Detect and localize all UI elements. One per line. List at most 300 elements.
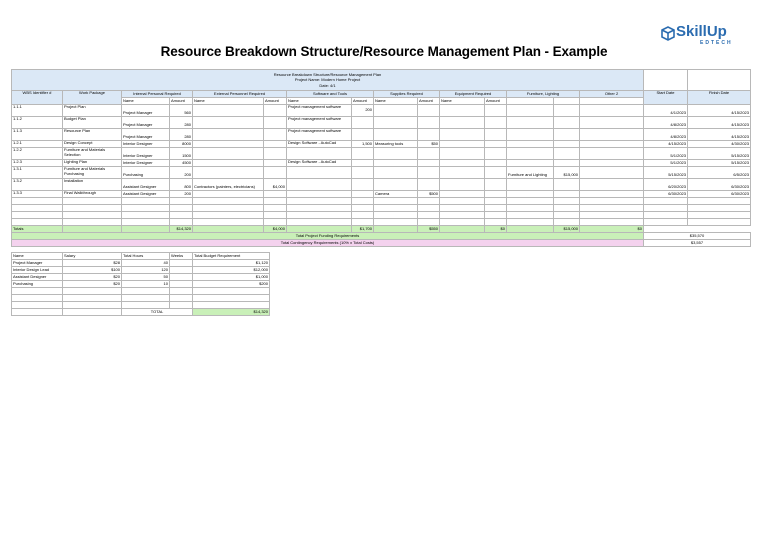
finish-date-cell: 6/30/2023 — [688, 179, 751, 191]
equipment-name-cell — [440, 179, 485, 191]
empty-cell — [352, 198, 374, 205]
external-name-cell: Contractors (painters, electricians) — [193, 179, 264, 191]
resource-table — [11, 69, 751, 247]
work-package-cell: Furniture and Materials Selection — [63, 148, 122, 160]
start-date-cell: 5/15/2023 — [644, 167, 688, 179]
salary-total-value: $14,320 — [193, 309, 270, 316]
salary-budget: $200 — [193, 281, 270, 288]
external-amount-cell — [264, 105, 287, 117]
totals-cell — [63, 226, 122, 233]
equipment-amount-cell — [485, 117, 507, 129]
salary-weeks — [170, 260, 193, 267]
equipment-amount-cell — [485, 167, 507, 179]
empty-cell — [440, 219, 485, 226]
empty-cell — [374, 219, 418, 226]
header-work-package: Work Package — [63, 91, 122, 105]
internal-name-cell: Interior Designer — [122, 160, 170, 167]
page-title: Resource Breakdown Structure/Resource Management Plan - Example — [160, 44, 608, 59]
empty-cell — [485, 205, 507, 212]
empty-cell — [440, 198, 485, 205]
empty-cell — [193, 205, 264, 212]
empty-cell — [122, 295, 170, 302]
empty-cell — [507, 212, 554, 219]
salary-name: Assistant Designer — [12, 274, 63, 281]
other-cell — [580, 191, 644, 198]
salary-hours: 120 — [122, 267, 170, 274]
software-name-cell: Project management software — [287, 105, 352, 117]
empty-cell — [418, 205, 440, 212]
furniture-amount-cell — [554, 191, 580, 198]
salary-hours: 50 — [122, 274, 170, 281]
brand-subtitle: EDTECH — [700, 40, 733, 46]
internal-name-cell: Interior Designer — [122, 141, 170, 148]
table-row — [12, 191, 751, 198]
salary-weeks — [170, 267, 193, 274]
salary-weeks — [170, 281, 193, 288]
external-name-cell — [193, 160, 264, 167]
empty-cell — [440, 205, 485, 212]
empty-cell — [122, 198, 170, 205]
salary-budget: $12,000 — [193, 267, 270, 274]
equipment-amount-cell — [485, 160, 507, 167]
empty-cell — [170, 295, 193, 302]
work-package-cell: Final Walkthrough — [63, 191, 122, 198]
start-date-cell: 6/20/2023 — [644, 179, 688, 191]
empty-cell — [374, 205, 418, 212]
software-name-cell — [287, 191, 352, 198]
supplies-name-cell — [374, 167, 418, 179]
empty-cell — [63, 219, 122, 226]
empty-cell — [644, 212, 688, 219]
supplies-name-cell: Measuring tools — [374, 141, 418, 148]
internal-amount-cell: 4500 — [170, 160, 193, 167]
totals-external: $4,000 — [264, 226, 287, 233]
table-row — [12, 167, 751, 179]
furniture-amount-cell — [554, 105, 580, 117]
furniture-name-cell — [507, 179, 554, 191]
salary-total-row — [12, 309, 270, 316]
totals-cell — [374, 226, 418, 233]
empty-cell — [485, 212, 507, 219]
external-name-cell — [193, 117, 264, 129]
supplies-amount-cell — [418, 117, 440, 129]
empty-cell — [63, 295, 122, 302]
empty-cell — [170, 212, 193, 219]
empty-cell — [352, 205, 374, 212]
equipment-name-cell — [440, 191, 485, 198]
table-row — [12, 129, 751, 141]
software-name-cell: Design Software - AutoCad — [287, 141, 352, 148]
start-date-cell: 4/8/2023 — [644, 129, 688, 141]
internal-amount-cell: 800 — [170, 179, 193, 191]
equipment-amount-cell — [485, 129, 507, 141]
finish-date-cell: 4/30/2023 — [688, 141, 751, 148]
external-amount-cell — [264, 117, 287, 129]
empty-cell — [554, 212, 580, 219]
external-name-cell — [193, 167, 264, 179]
furniture-amount-cell — [554, 160, 580, 167]
empty-cell — [63, 288, 122, 295]
contingency-row-label: Total Contingency Requirements (10% x Total Costs) — [12, 240, 644, 247]
other-cell — [580, 105, 644, 117]
internal-name-cell: Purchasing — [122, 167, 170, 179]
external-name-cell — [193, 148, 264, 160]
furniture-name-cell: Furniture and Lighting — [507, 167, 554, 179]
wbs-cell: 1.2.2 — [12, 148, 63, 160]
equipment-name-cell — [440, 129, 485, 141]
table-row — [12, 141, 751, 148]
empty-cell — [580, 198, 644, 205]
work-package-cell: Project Plan — [63, 105, 122, 117]
other-cell — [580, 117, 644, 129]
salary-row — [12, 274, 270, 281]
internal-name-cell: Project Manager — [122, 105, 170, 117]
supplies-name-cell — [374, 129, 418, 141]
header-supplies: Supplies Required — [374, 91, 440, 98]
finish-date-cell: 5/15/2023 — [688, 160, 751, 167]
table-row — [12, 117, 751, 129]
empty-cell — [688, 212, 751, 219]
start-date-cell: 5/1/2023 — [644, 160, 688, 167]
wbs-cell: 1.1.1 — [12, 105, 63, 117]
empty-cell — [12, 302, 63, 309]
work-package-cell: Installation — [63, 179, 122, 191]
subheader-name: Name — [440, 98, 485, 105]
external-amount-cell — [264, 129, 287, 141]
empty-cell — [418, 212, 440, 219]
subheader-name: Name — [374, 98, 418, 105]
internal-amount-cell: 1500 — [170, 148, 193, 160]
software-amount-cell: 1,500 — [352, 141, 374, 148]
header-wbs: WBS Identifier # — [12, 91, 63, 105]
salary-weeks — [170, 274, 193, 281]
empty-cell — [264, 205, 287, 212]
empty-cell — [374, 212, 418, 219]
salary-name: Project Manager — [12, 260, 63, 267]
other-cell — [580, 129, 644, 141]
internal-name-cell: Project Manager — [122, 117, 170, 129]
empty-cell — [193, 219, 264, 226]
salary-rate: $20 — [63, 274, 122, 281]
supplies-name-cell — [374, 105, 418, 117]
empty-cell — [63, 205, 122, 212]
empty-cell — [688, 219, 751, 226]
salary-rate: $20 — [63, 281, 122, 288]
other-cell — [580, 148, 644, 160]
software-name-cell — [287, 148, 352, 160]
subheader-name: Name — [193, 98, 264, 105]
software-amount-cell — [352, 117, 374, 129]
work-package-cell: Budget Plan — [63, 117, 122, 129]
banner — [12, 70, 644, 91]
salary-budget: $1,120 — [193, 260, 270, 267]
empty-cell — [12, 198, 63, 205]
internal-name-cell: Assistant Designer — [122, 179, 170, 191]
salary-table — [11, 252, 270, 316]
furniture-amount-cell — [554, 141, 580, 148]
supplies-name-cell — [374, 160, 418, 167]
empty-cell — [287, 212, 352, 219]
salary-hours: 10 — [122, 281, 170, 288]
empty-cell — [264, 212, 287, 219]
finish-date-cell: 4/15/2023 — [688, 105, 751, 117]
equipment-amount-cell — [485, 191, 507, 198]
supplies-amount-cell — [418, 129, 440, 141]
finish-date-cell: 6/5/2023 — [688, 167, 751, 179]
external-amount-cell — [264, 160, 287, 167]
internal-amount-cell: 280 — [170, 129, 193, 141]
supplies-amount-cell: $500 — [418, 191, 440, 198]
totals-label: Totals — [12, 226, 63, 233]
equipment-name-cell — [440, 105, 485, 117]
empty-row — [12, 212, 751, 219]
supplies-amount-cell — [418, 167, 440, 179]
empty-cell — [287, 198, 352, 205]
salary-header: Total Hours — [122, 253, 170, 260]
empty-cell — [12, 212, 63, 219]
banner-line-3: Date: 4/1 — [319, 82, 336, 88]
empty-cell — [644, 226, 688, 233]
salary-header: Name — [12, 253, 63, 260]
empty-cell — [193, 295, 270, 302]
subheader-name: Name — [287, 98, 352, 105]
software-amount-cell: 200 — [352, 105, 374, 117]
totals-internal: $14,320 — [170, 226, 193, 233]
furniture-amount-cell — [554, 148, 580, 160]
wbs-cell: 1.3.3 — [12, 191, 63, 198]
other-cell — [580, 141, 644, 148]
external-amount-cell — [264, 148, 287, 160]
wbs-cell: 1.3.2 — [12, 179, 63, 191]
software-name-cell: Project management software — [287, 117, 352, 129]
start-date-cell: 4/1/2023 — [644, 105, 688, 117]
empty-cell — [485, 198, 507, 205]
finish-date-cell: 5/15/2023 — [688, 148, 751, 160]
empty-cell — [122, 288, 170, 295]
salary-row — [12, 267, 270, 274]
finish-date-cell: 4/15/2023 — [688, 129, 751, 141]
subheader-amount: Amount — [352, 98, 374, 105]
salary-budget: $1,000 — [193, 274, 270, 281]
empty-cell — [688, 198, 751, 205]
other-cell — [580, 167, 644, 179]
subheader-name: Name — [122, 98, 170, 105]
furniture-amount-cell — [554, 179, 580, 191]
empty-cell — [12, 309, 63, 316]
empty-cell — [688, 226, 751, 233]
salary-header-row — [12, 253, 270, 260]
work-package-cell: Resource Plan — [63, 129, 122, 141]
equipment-amount-cell — [485, 179, 507, 191]
empty-cell — [352, 219, 374, 226]
empty-cell — [63, 302, 122, 309]
software-amount-cell — [352, 167, 374, 179]
empty-cell — [418, 198, 440, 205]
software-name-cell: Project management software — [287, 129, 352, 141]
empty-cell — [580, 219, 644, 226]
empty-cell — [170, 219, 193, 226]
furniture-name-cell — [507, 148, 554, 160]
empty-cell — [122, 302, 170, 309]
furniture-name-cell — [507, 141, 554, 148]
totals-furniture: $15,000 — [554, 226, 580, 233]
contingency-row — [12, 240, 751, 247]
furniture-amount-cell: $15,000 — [554, 167, 580, 179]
empty-row — [12, 198, 751, 205]
internal-amount-cell: 200 — [170, 191, 193, 198]
banner-line-1: Resource Breakdown Structure/Resource Management Plan — [273, 71, 382, 77]
empty-cell — [507, 205, 554, 212]
empty-cell — [554, 219, 580, 226]
empty-row — [12, 295, 270, 302]
empty-cell — [644, 219, 688, 226]
software-amount-cell — [352, 129, 374, 141]
empty-cell — [418, 219, 440, 226]
empty-cell — [580, 205, 644, 212]
empty-row — [12, 205, 751, 212]
supplies-amount-cell: $50 — [418, 141, 440, 148]
totals-equipment: $0 — [485, 226, 507, 233]
header-equipment: Equipment Required — [440, 91, 507, 98]
wbs-cell: 1.2.1 — [12, 141, 63, 148]
supplies-amount-cell — [418, 179, 440, 191]
empty-cell — [170, 288, 193, 295]
equipment-name-cell — [440, 117, 485, 129]
supplies-name-cell: Camera — [374, 191, 418, 198]
equipment-name-cell — [440, 160, 485, 167]
work-package-cell: Design Concept — [63, 141, 122, 148]
salary-total-label: TOTAL — [122, 309, 193, 316]
supplies-name-cell — [374, 179, 418, 191]
external-amount-cell — [264, 167, 287, 179]
empty-cell — [122, 205, 170, 212]
empty-cell — [12, 295, 63, 302]
salary-rate: $100 — [63, 267, 122, 274]
internal-amount-cell: 8000 — [170, 141, 193, 148]
empty-cell — [554, 198, 580, 205]
furniture-amount-cell — [554, 129, 580, 141]
funding-row-label: Total Project Funding Requirements — [12, 233, 644, 240]
header-internal: Internal Personal Required — [122, 91, 193, 98]
internal-name-cell: Project Manager — [122, 129, 170, 141]
subheader-amount: Amount — [170, 98, 193, 105]
funding-row-value: $35,570 — [644, 233, 751, 240]
wbs-cell: 1.3.1 — [12, 167, 63, 179]
totals-cell — [507, 226, 554, 233]
start-date-cell: 5/1/2023 — [644, 148, 688, 160]
wbs-cell: 1.2.3 — [12, 160, 63, 167]
equipment-amount-cell — [485, 148, 507, 160]
external-name-cell — [193, 105, 264, 117]
finish-date-cell: 6/30/2023 — [688, 191, 751, 198]
empty-cell — [193, 198, 264, 205]
external-name-cell — [193, 129, 264, 141]
empty-cell — [193, 302, 270, 309]
external-amount-cell — [264, 141, 287, 148]
software-name-cell — [287, 179, 352, 191]
start-date-cell: 4/8/2023 — [644, 117, 688, 129]
empty-cell — [485, 219, 507, 226]
work-package-cell: Furniture and Materials Purchasing — [63, 167, 122, 179]
header-start: Start Date — [644, 91, 688, 105]
totals-software: $1,700 — [352, 226, 374, 233]
empty-row — [12, 302, 270, 309]
other-cell — [580, 160, 644, 167]
header-finish: Finish Date — [688, 91, 751, 105]
table-row — [12, 148, 751, 160]
empty-cell — [264, 198, 287, 205]
totals-other: $0 — [580, 226, 644, 233]
salary-name: Purchasing — [12, 281, 63, 288]
contingency-row-value: $3,557 — [644, 240, 751, 247]
external-amount-cell — [264, 191, 287, 198]
empty-cell — [644, 198, 688, 205]
empty-cell — [644, 205, 688, 212]
furniture-name-cell — [507, 117, 554, 129]
header-other: Other 2 — [580, 91, 644, 98]
totals-cell — [193, 226, 264, 233]
funding-row — [12, 233, 751, 240]
supplies-amount-cell — [418, 105, 440, 117]
empty-cell — [170, 198, 193, 205]
totals-cell — [122, 226, 170, 233]
table-row — [12, 179, 751, 191]
totals-supplies: $550 — [418, 226, 440, 233]
supplies-name-cell — [374, 117, 418, 129]
wbs-cell: 1.1.2 — [12, 117, 63, 129]
salary-row — [12, 260, 270, 267]
empty-cell — [170, 205, 193, 212]
internal-amount-cell: 280 — [170, 117, 193, 129]
internal-name-cell: Interior Designer — [122, 148, 170, 160]
external-name-cell — [193, 191, 264, 198]
equipment-name-cell — [440, 148, 485, 160]
totals-cell — [287, 226, 352, 233]
salary-header: Salary — [63, 253, 122, 260]
empty-cell — [12, 288, 63, 295]
empty-cell — [352, 212, 374, 219]
empty-cell — [122, 212, 170, 219]
salary-rate: $28 — [63, 260, 122, 267]
software-amount-cell — [352, 179, 374, 191]
equipment-name-cell — [440, 141, 485, 148]
empty-cell — [193, 288, 270, 295]
empty-cell — [193, 212, 264, 219]
wbs-cell: 1.1.3 — [12, 129, 63, 141]
salary-hours: 40 — [122, 260, 170, 267]
supplies-amount-cell — [418, 160, 440, 167]
empty-cell — [63, 198, 122, 205]
software-name-cell — [287, 167, 352, 179]
salary-name: Interior Design Lead — [12, 267, 63, 274]
header-furniture: Furniture, Lighting — [507, 91, 580, 98]
subheader-amount: Amount — [418, 98, 440, 105]
empty-row — [12, 219, 751, 226]
external-amount-cell: $4,000 — [264, 179, 287, 191]
other-cell — [580, 179, 644, 191]
internal-amount-cell: 200 — [170, 167, 193, 179]
software-amount-cell — [352, 191, 374, 198]
software-amount-cell — [352, 160, 374, 167]
salary-header: Total Budget Requirement — [193, 253, 270, 260]
equipment-amount-cell — [485, 105, 507, 117]
furniture-amount-cell — [554, 117, 580, 129]
start-date-cell: 4/15/2023 — [644, 141, 688, 148]
internal-amount-cell: 560 — [170, 105, 193, 117]
software-name-cell: Design Software - AutoCad — [287, 160, 352, 167]
header-software: Software and Tools — [287, 91, 374, 98]
supplies-name-cell — [374, 148, 418, 160]
